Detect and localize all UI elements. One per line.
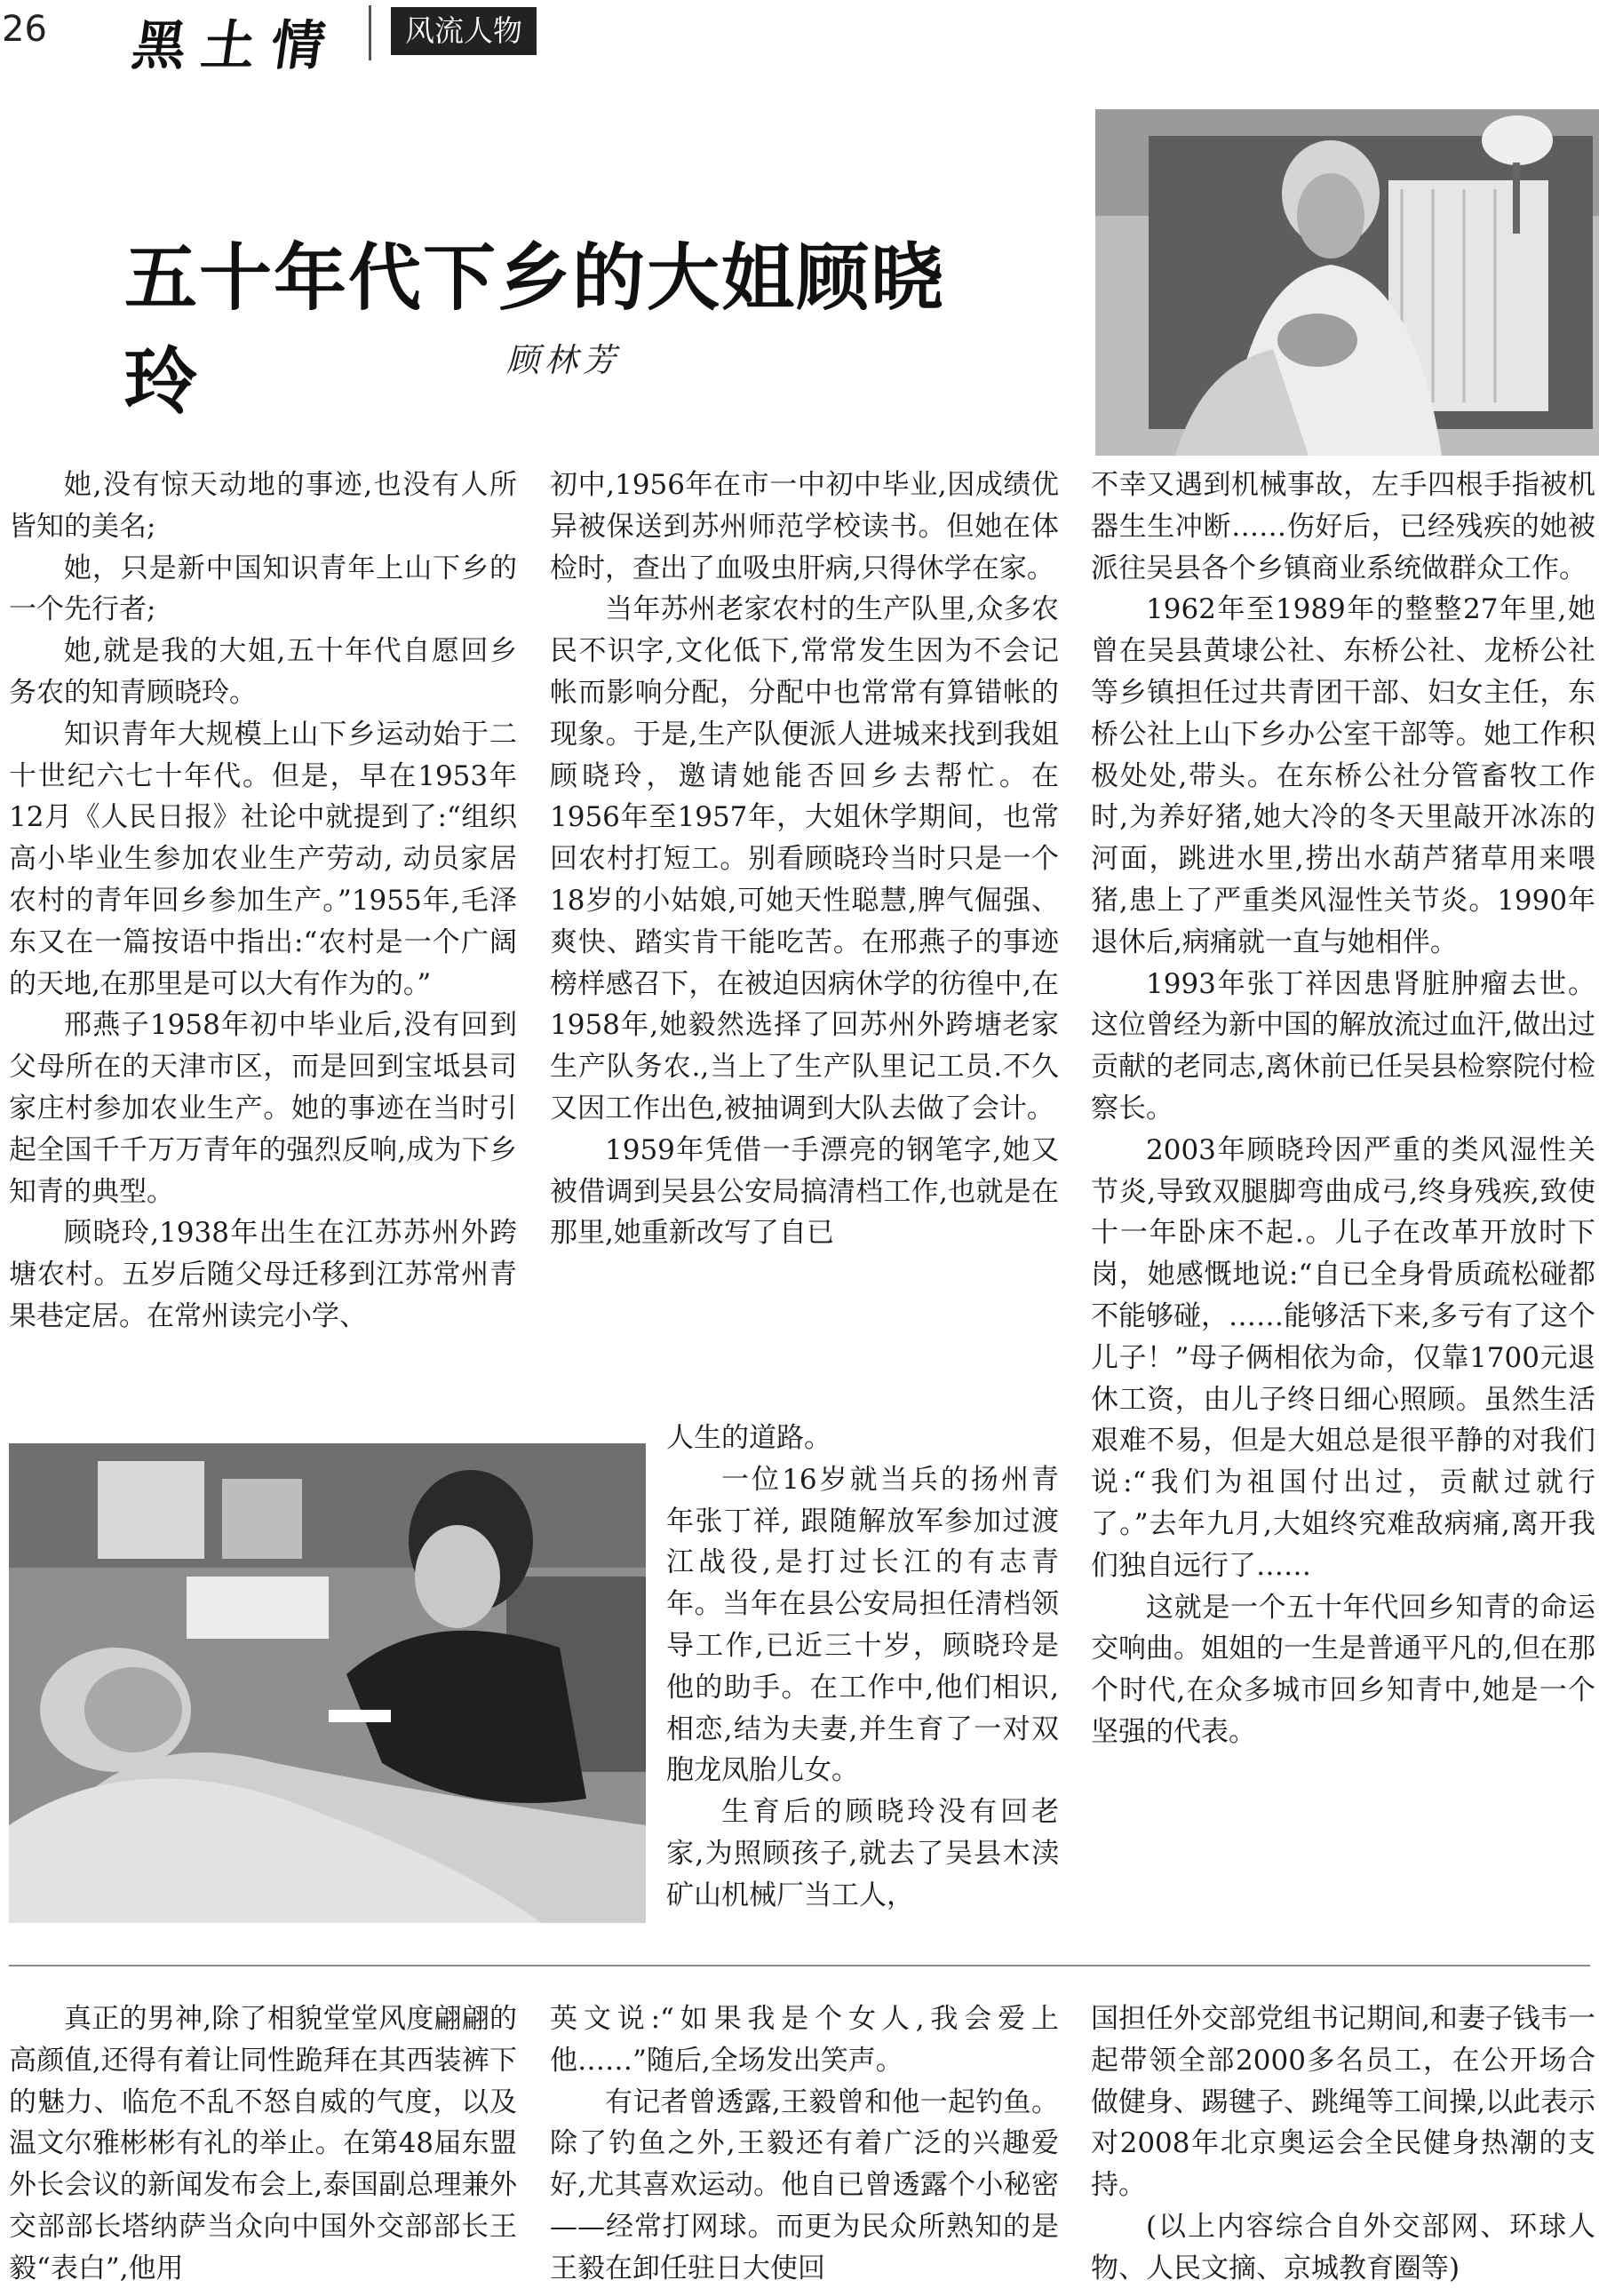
paragraph: 1959年凭借一手漂亮的钢笔字,她又被借调到吴县公安局搞清档工作,也就是在那里,她重新改写了自已 [550, 1133, 1059, 1250]
bottom-column-1 [9, 1998, 517, 2290]
bottom-column-2 [550, 1998, 1059, 2290]
paragraph: 国担任外交部党组书记期间,和妻子钱韦一起带领全部2000多名员工，在公开场合做健身、踢毽子、跳绳等工间操,以此表示对2008年北京奥运会全民健身热潮的支持。 [1091, 2003, 1595, 2202]
article-column-2 [550, 465, 1059, 1254]
care-photo [9, 1443, 646, 1923]
paragraph: 她，只是新中国知识青年上山下乡的一个先行者; [9, 552, 517, 626]
section-tag: 风流人物 [391, 7, 537, 55]
paragraph: 不幸又遇到机械事故，左手四根手指被机器生生冲断……伤好后，已经残疾的她被派往吴县各个乡镇商业系统做群众工作。 [1091, 469, 1595, 584]
section-divider [9, 1965, 1590, 1966]
article-column-2-lower [666, 1418, 1059, 1917]
paragraph: 1962年至1989年的整整27年里,她曾在吴县黄埭公社、东桥公社、龙桥公社等乡镇担任过共青团干部、妇女主任，东桥公社上山下乡办公室干部等。她工作积极处处,带头。在东桥公社分管畜牧工作时,为养好猪,她大冷的冬天里敲开冰冻的河面，跳进水里,捞出水葫芦猪草用来喂猪,患上了严重类风湿性关节炎。1990年退休后,病痛就一直与她相伴。 [1091, 593, 1595, 958]
bottom-column-3 [1091, 1998, 1595, 2290]
article-column-1 [9, 465, 517, 1338]
article-column-3 [1091, 465, 1595, 1753]
paragraph: 当年苏州老家农村的生产队里,众多农民不识字,文化低下,常常发生因为不会记帐而影响分配，分配中也常常有算错帐的现象。于是,生产队便派人进城来找到我姐顾晓玲，邀请她能否回乡去帮忙。在1956年至1957年，大姐休学期间，也常回农村打短工。别看顾晓玲当时只是一个18岁的小姑娘,可她天性聪慧,脾气倔强、爽快、踏实肯干能吃苦。在邢燕子的事迹榜样感召下，在被迫因病休学的彷徨中,在1958年,她毅然选择了回苏州外跨塘老家生产队务农.,当上了生产队里记工员.不久又因工作出色,被抽调到大队去做了会计。 [550, 593, 1059, 1124]
paragraph: 邢燕子1958年初中毕业后,没有回到父母所在的天津市区，而是回到宝坻县司家庄村参加农业生产。她的事迹在当时引起全国千千万万青年的强烈反响,成为下乡知青的典型。 [9, 1009, 517, 1208]
article-author: 顾林芳 [506, 341, 621, 379]
paragraph: 英文说:“如果我是个女人,我会爱上他……”随后,全场发出笑声。 [550, 2003, 1059, 2077]
paragraph: 2003年顾晓玲因严重的类风湿性关节炎,导致双腿脚弯曲成弓,终身残疾,致使十一年卧床不起.。儿子在改革开放时下岗，她感慨地说:“自已全身骨质疏松碰都不能够碰，……能够活下来,多亏有了这个儿子！”母子俩相依为命，仅靠1700元退休工资，由儿子终日细心照顾。虽然生活艰难不易，但是大姐总是很平静的对我们说:“我们为祖国付出过，贡献过就行了。”去年九月,大姐终究难敌病痛,离开我们独自远行了…… [1091, 1133, 1595, 1582]
paragraph: 知识青年大规模上山下乡运动始于二十世纪六七十年代。但是，早在1953年12月《人民日报》社论中就提到了:“组织高小毕业生参加农业生产劳动, 动员家居农村的青年回乡参加生产。”1955年,毛泽东又在一篇按语中指出:“农村是一个广阔的天地,在那里是可以大有作为的。” [9, 718, 517, 1000]
paragraph: 顾晓玲,1938年出生在江苏苏州外跨塘农村。五岁后随父母迁移到江苏常州青果巷定居。在常州读完小学、 [9, 1217, 517, 1332]
paragraph: 生育后的顾晓玲没有回老家,为照顾孩子,就去了吴县木渎矿山机械厂当工人， [666, 1796, 1059, 1911]
paragraph: 她,就是我的大姐,五十年代自愿回乡务农的知青顾晓玲。 [9, 635, 517, 709]
paragraph: 人生的道路。 [666, 1422, 831, 1454]
paragraph: 真正的男神,除了相貌堂堂风度翩翩的高颜值,还得有着让同性跪拜在其西装裤下的魅力、临危不乱不怒自威的气度，以及温文尔雅彬彬有礼的举止。在第48届东盟外长会议的新闻发布会上,泰国副总理兼外交部部长塔纳萨当众向中国外交部部长王毅“表白”,他用 [9, 2003, 517, 2284]
paragraph: 有记者曾透露,王毅曾和他一起钓鱼。除了钓鱼之外,王毅还有着广泛的兴趣爱好,尤其喜欢运动。他自已曾透露个小秘密——经常打网球。而更为民众所熟知的是王毅在卸任驻日大使回 [550, 2085, 1059, 2284]
article-title: 五十年代下乡的大姐顾晓玲 [124, 236, 946, 425]
paragraph: 初中,1956年在市一中初中毕业,因成绩优异被保送到苏州师范学校读书。但她在体检时，查出了血吸虫肝病,只得休学在家。 [550, 469, 1059, 584]
source-note: (以上内容综合自外交部网、环球人物、人民文摘、京城教育圈等) [1091, 2210, 1595, 2284]
masthead-logo: 黑土情 [128, 15, 346, 77]
page-number: 26 [2, 9, 47, 50]
paragraph: 她,没有惊天动地的事迹,也没有人所皆知的美名; [9, 469, 517, 543]
header-divider [369, 5, 371, 60]
portrait-photo [1095, 109, 1599, 456]
paragraph: 一位16岁就当兵的扬州青年张丁祥, 跟随解放军参加过渡江战役,是打过长江的有志青年。当年在县公安局担任清档领导工作,已近三十岁，顾晓玲是他的助手。在工作中,他们相识,相恋,结为夫妻,并生育了一对双胞龙凤胎儿女。 [666, 1463, 1059, 1787]
paragraph: 这就是一个五十年代回乡知青的命运交响曲。姐姐的一生是普通平凡的,但在那个时代,在众多城市回乡知青中,她是一个坚强的代表。 [1091, 1591, 1595, 1748]
paragraph: 1993年张丁祥因患肾脏肿瘤去世。这位曾经为新中国的解放流过血汗,做出过贡献的老同志,离休前已任吴县检察院付检察长。 [1091, 967, 1595, 1124]
